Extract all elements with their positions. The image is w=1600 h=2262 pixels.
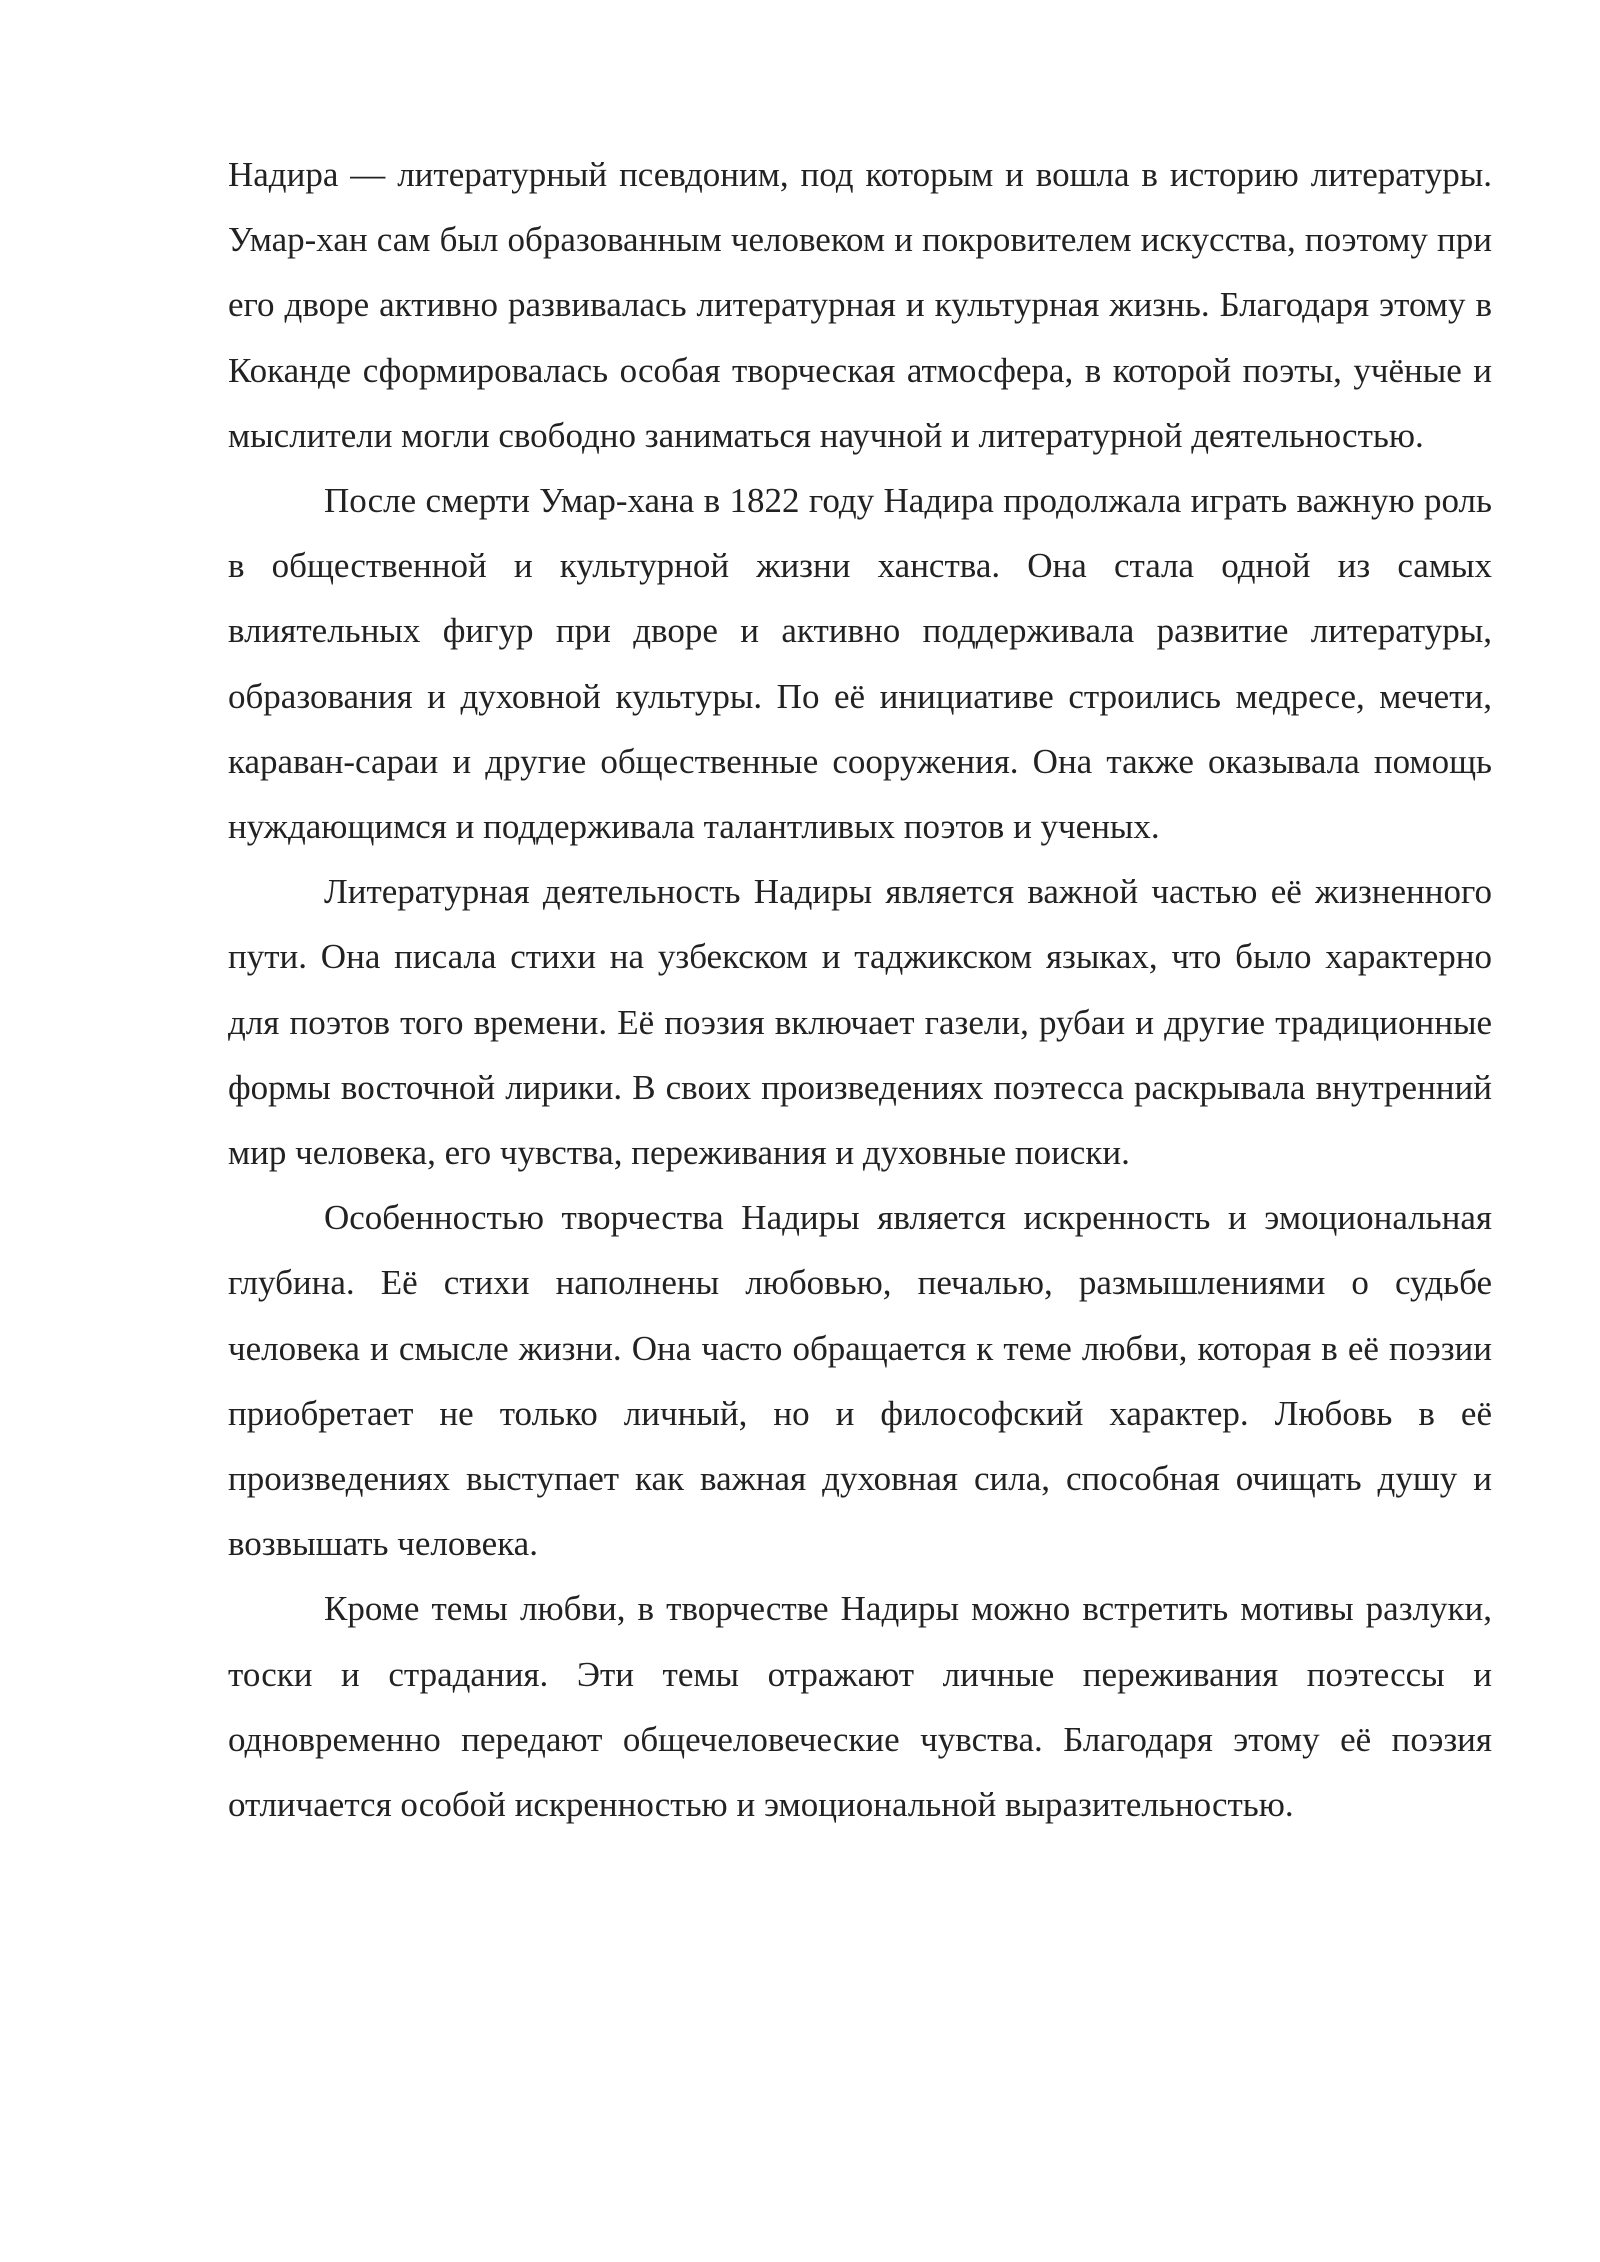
document-page [228, 142, 1492, 1837]
paragraph-literary-activity: Литературная деятельность Надиры является важной частью её жизненного пути. Она писала стихи на узбекском и таджикском языках, что было характерно для поэтов того времени. Её поэзия включает газели, рубаи и другие традиционные формы восточной лирики. В своих произведениях поэтесса раскрывала внутренний мир человека, его чувства, переживания и духовные поиски. [228, 872, 1492, 1173]
paragraph-creative-features: Особенностью творчества Надиры является искренность и эмоциональная глубина. Её стихи наполнены любовью, печалью, размышлениями о судьбе человека и смысле жизни. Она часто обращается к теме любви, которая в её поэзии приобретает не только личный, но и философский характер. Любовь в её произведениях выступает как важная духовная сила, способная очищать душу и возвышать человека. [228, 1198, 1492, 1564]
paragraph-other-motifs: Кроме темы любви, в творчестве Надиры можно встретить мотивы разлуки, тоски и страдания. Эти темы отражают личные переживания поэтессы и одновременно передают общечеловеческие чувства. Благодаря этому её поэзия отличается особой искренностью и эмоциональной выразительностью. [228, 1589, 1492, 1825]
paragraph-continuation: Надира — литературный псевдоним, под которым и вошла в историю литературы. Умар-хан сам был образованным человеком и покровителем искусства, поэтому при его дворе активно развивалась литературная и культурная жизнь. Благодаря этому в Коканде сформировалась особая творческая атмосфера, в которой поэты, учёные и мыслители могли свободно заниматься научной и литературной деятельностью. [228, 155, 1492, 455]
paragraph-after-death: После смерти Умар-хана в 1822 году Надира продолжала играть важную роль в общественной и культурной жизни ханства. Она стала одной из самых влиятельных фигур при дворе и активно поддерживала развитие литературы, образования и духовной культуры. По её инициативе строились медресе, мечети, караван-сараи и другие общественные сооружения. Она также оказывала помощь нуждающимся и поддерживала талантливых поэтов и ученых. [228, 481, 1492, 847]
